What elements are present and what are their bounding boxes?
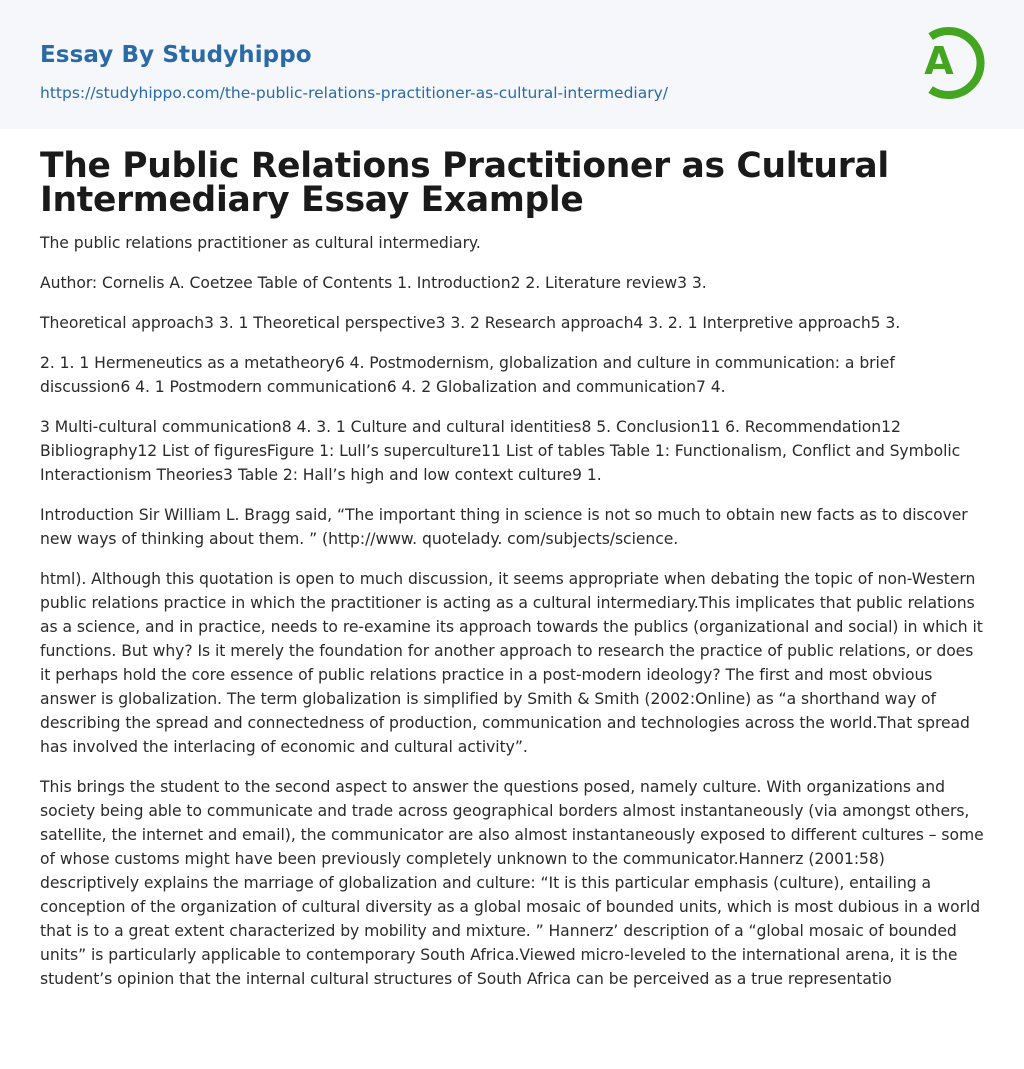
site-brand[interactable]: Essay By Studyhippo xyxy=(40,42,312,68)
paragraph: html). Although this quotation is open to much discussion, it seems appropriate when debating the topic of non-Western public relations practice in which the practitioner is acting as a cultural intermediary.This implicates that public relations as a science, and in practice, needs to re-examine its approach towards the publics (organizational and social) in which it functions. But why? Is it merely the foundation for another approach to research the practice of public relations, or does it perhaps hold the core essence of public relations practice in a post-modern ideology? The first and most obvious answer is globalization. The term globalization is simplified by Smith & Smith (2002:Online) as “a shorthand way of describing the spread and connectedness of production, communication and technologies across the world.That spread has involved the interlacing of economic and cultural activity”. xyxy=(40,570,983,756)
paragraph: 2. 1. 1 Hermeneutics as a metatheory6 4. Postmodernism, globalization and culture in communication: a brief discussion6 4. 1 Postmodern communication6 4. 2 Globalization and communication7 4. xyxy=(40,354,895,396)
essay-body xyxy=(40,231,986,991)
essay-title: The Public Relations Practitioner as Cultural Intermediary Essay Example xyxy=(40,146,889,220)
logo-letter: A xyxy=(924,39,954,83)
paragraph: Theoretical approach3 3. 1 Theoretical perspective3 3. 2 Research approach4 3. 2. 1 Interpretive approach5 3. xyxy=(40,314,901,332)
site-header xyxy=(0,0,1024,129)
studyhippo-logo-icon[interactable] xyxy=(913,20,985,106)
paragraph: This brings the student to the second aspect to answer the questions posed, namely culture. With organizations and society being able to communicate and trade across geographical borders almost instantaneously (via amongst others, satellite, the internet and email), the communicator are also almost instantaneously exposed to different cultures – some of whose customs might have been previously completely unknown to the communicator.Hannerz (2001:58) descriptively explains the marriage of globalization and culture: “It is this particular emphasis (culture), entailing a conception of the organization of cultural diversity as a global mosaic of bounded units, which is most dubious in a world that is to a great extent characterized by mobility and mixture. ” Hannerz’ description of a “global mosaic of bounded units” is particularly applicable to contemporary South Africa.Viewed micro-leveled to the international arena, it is the student’s opinion that the internal cultural structures of South Africa can be perceived as a true representatio xyxy=(40,778,984,988)
article xyxy=(40,146,986,1007)
paragraph: Author: Cornelis A. Coetzee Table of Contents 1. Introduction2 2. Literature review3 3. xyxy=(40,274,707,292)
essay-url-link[interactable]: https://studyhippo.com/the-public-relations-practitioner-as-cultural-intermediary/ xyxy=(40,84,669,102)
paragraph: 3 Multi-cultural communication8 4. 3. 1 Culture and cultural identities8 5. Conclusion11 6. Recommendation12 Bibliography12 List of figuresFigure 1: Lull’s superculture11 List of tables Table 1: Functionalism, Conflict and Symbolic Interactionism Theories3 Table 2: Hall’s high and low context culture9 1. xyxy=(40,418,961,484)
paragraph: Introduction Sir William L. Bragg said, “The important thing in science is not so much to obtain new facts as to discover new ways of thinking about them. ” (http://www. quotelady. com/subjects/science. xyxy=(40,506,968,548)
paragraph: The public relations practitioner as cultural intermediary. xyxy=(40,234,481,252)
